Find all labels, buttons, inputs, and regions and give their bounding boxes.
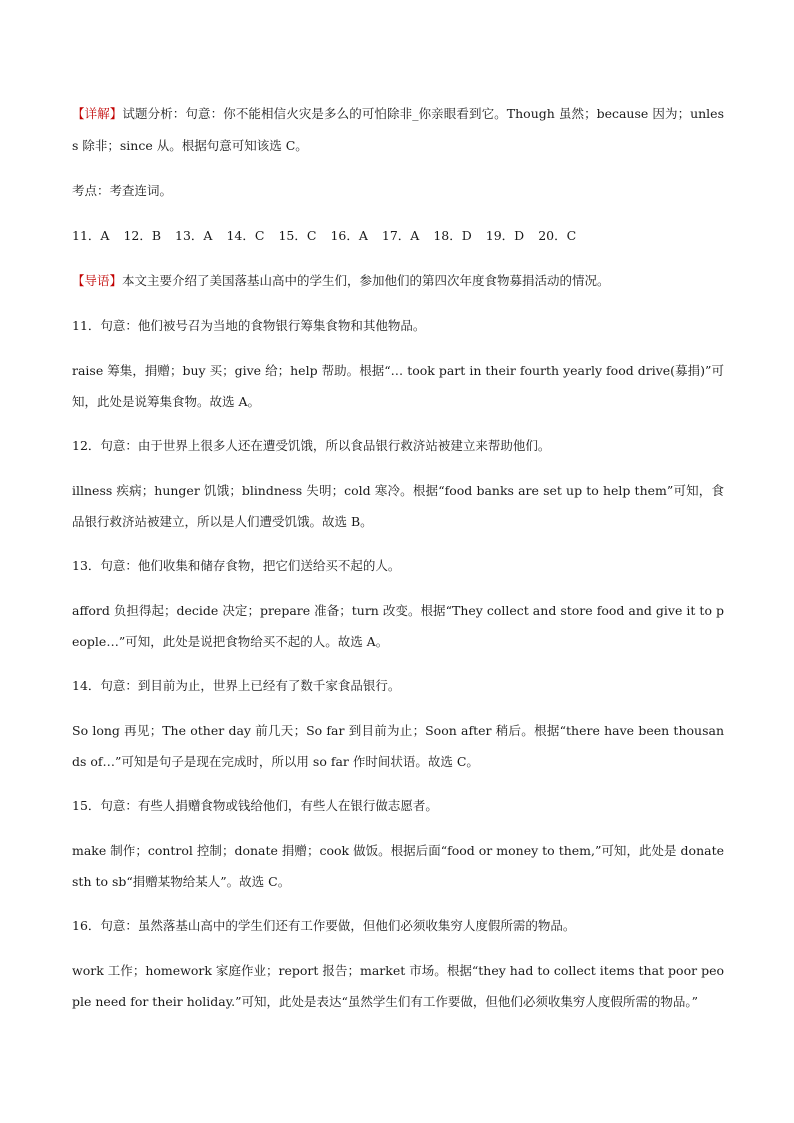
question-11: 11．句意：他们被号召为当地的食物银行筹集食物和其他物品。 <box>72 318 426 333</box>
answer-14: 14．C <box>226 228 265 243</box>
question-14: 14．句意：到目前为止，世界上已经有了数千家食品银行。 <box>72 678 401 693</box>
document-body <box>72 98 724 1030</box>
answer-15: 15．C <box>278 228 317 243</box>
detail-text: 试题分析：句意：你不能相信火灾是多么的可怕除非_你亲眼看到它。Though 虽然；because 因为；unless 除非；since 从。根据句意可知该选 C。 <box>72 106 724 153</box>
question-16: 16．句意：虽然落基山高中的学生们还有工作要做，但他们必须收集穷人度假所需的物品。 <box>72 918 576 933</box>
kaodian-line: 考点：考查连词。 <box>72 183 173 198</box>
guide-tag: 【导语】 <box>72 273 123 288</box>
answer-13: 13．A <box>175 228 213 243</box>
answer-key-line <box>72 220 724 252</box>
explanation-11: raise 筹集，捐赠；buy 买；give 给；help 帮助。根据“… took part in their fourth yearly food drive(募捐)”可知，此处是说筹集食物。故选 A。 <box>72 363 724 409</box>
question-13: 13．句意：他们收集和储存食物，把它们送给买不起的人。 <box>72 558 401 573</box>
answer-19: 19．D <box>485 228 525 243</box>
explanation-16: work 工作；homework 家庭作业；report 报告；market 市场。根据“they had to collect items that poor people need for their holiday.”可知，此处是表达“虽然学生们有工作要做，但他们必须收集穷人度假所需的物品。” <box>72 963 724 1009</box>
answer-16: 16．A <box>330 228 368 243</box>
question-12: 12．句意：由于世界上很多人还在遭受饥饿，所以食品银行救济站被建立来帮助他们。 <box>72 438 551 453</box>
explanation-12: illness 疾病；hunger 饥饿；blindness 失明；cold 寒冷。根据“food banks are set up to help them”可知，食品银行救济站被建立，所以是人们遭受饥饿。故选 B。 <box>72 483 724 529</box>
question-15: 15．句意：有些人捐赠食物或钱给他们，有些人在银行做志愿者。 <box>72 798 438 813</box>
answer-18: 18．D <box>433 228 472 243</box>
detail-tag: 【详解】 <box>72 106 123 121</box>
answer-11: 11．A <box>72 228 110 243</box>
explanation-15: make 制作；control 控制；donate 捐赠；cook 做饭。根据后面“food or money to them,”可知，此处是 donate sth to sb“捐赠某物给某人”。故选 C。 <box>72 843 724 889</box>
answer-17: 17．A <box>381 228 420 243</box>
answer-20: 20．C <box>538 228 577 243</box>
explanation-14: So long 再见；The other day 前几天；So far 到目前为止；Soon after 稍后。根据“there have been thousands of…”可知是句子是现在完成时，所以用 so far 作时间状语。故选 C。 <box>72 723 724 769</box>
guide-text: 本文主要介绍了美国落基山高中的学生们，参加他们的第四次年度食物募捐活动的情况。 <box>122 273 610 288</box>
guide-paragraph <box>72 265 724 297</box>
answer-12: 12．B <box>123 228 162 243</box>
explanation-13: afford 负担得起；decide 决定；prepare 准备；turn 改变。根据“They collect and store food and give it to people…”可知，此处是说把食物给买不起的人。故选 A。 <box>72 603 724 649</box>
detail-paragraph <box>72 98 724 162</box>
